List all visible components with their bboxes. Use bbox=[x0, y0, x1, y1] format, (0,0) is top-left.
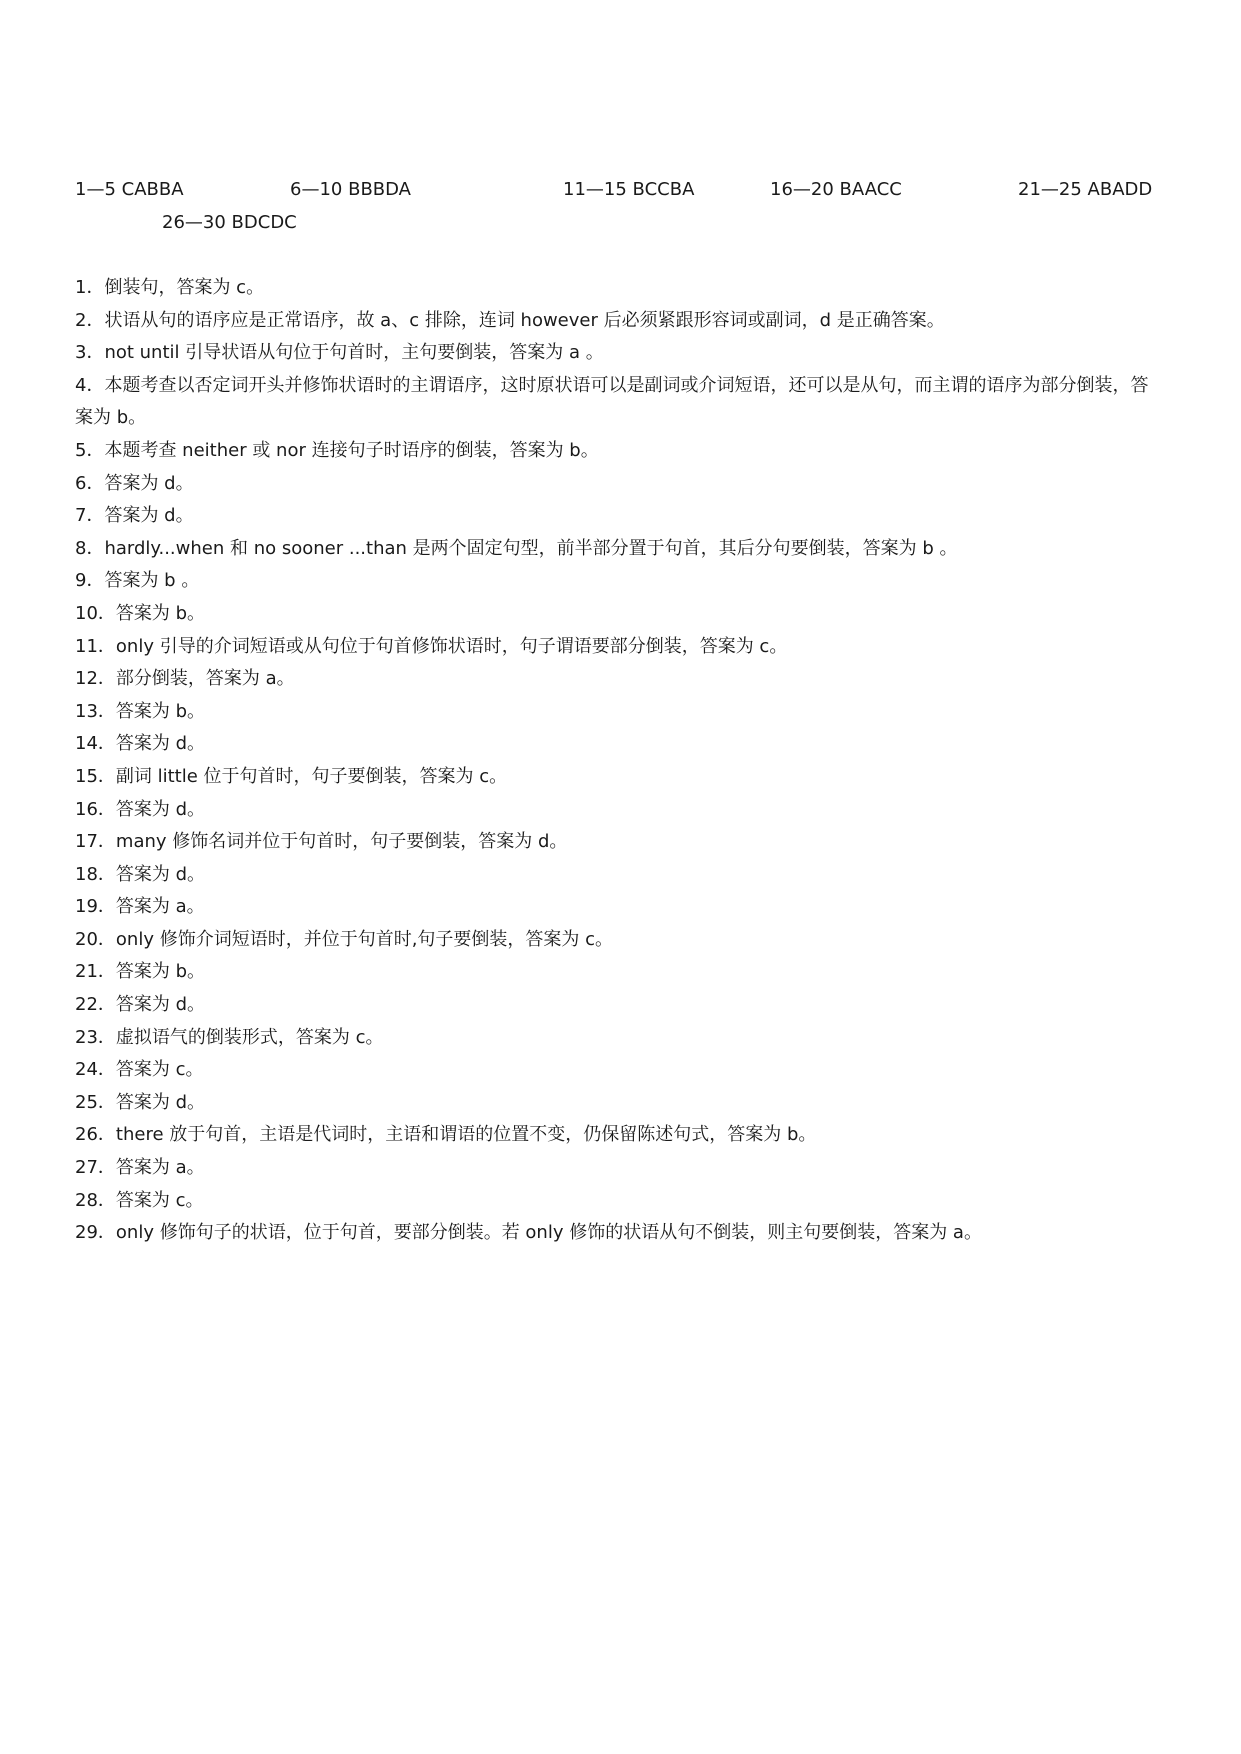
item-number: 4． bbox=[75, 374, 105, 396]
item-number: 5． bbox=[75, 439, 105, 461]
item-text: there 放于句首，主语是代词时，主语和谓语的位置不变，仍保留陈述句式，答案为 b。 bbox=[115, 1124, 817, 1146]
item-number: 7． bbox=[75, 505, 105, 527]
item-number: 6． bbox=[75, 472, 105, 494]
answer-group bbox=[1018, 176, 1152, 204]
answer-group bbox=[75, 176, 184, 204]
explanation-item bbox=[75, 500, 1165, 533]
item-number: 28． bbox=[75, 1189, 116, 1211]
item-number: 21． bbox=[75, 961, 116, 983]
item-text: 副词 little 位于句首时，句子要倒装，答案为 c。 bbox=[115, 765, 508, 787]
item-number: 10． bbox=[75, 602, 116, 624]
item-number: 3． bbox=[75, 342, 105, 364]
explanation-item bbox=[75, 598, 1165, 631]
item-text: 答案为 d。 bbox=[115, 733, 206, 755]
item-number: 18． bbox=[75, 863, 116, 885]
item-number: 20． bbox=[75, 928, 116, 950]
explanation-item bbox=[75, 696, 1165, 729]
explanation-item bbox=[75, 1185, 1165, 1218]
explanation-item bbox=[75, 1217, 1165, 1250]
item-text: 虚拟语气的倒装形式，答案为 c。 bbox=[115, 1026, 384, 1048]
explanation-item bbox=[75, 826, 1165, 859]
explanation-item bbox=[75, 859, 1165, 892]
item-text: only 修饰介词短语时，并位于句首时,句子要倒装，答案为 c。 bbox=[115, 928, 614, 950]
item-text: 答案为 b。 bbox=[115, 961, 206, 983]
item-text: 答案为 d。 bbox=[115, 863, 206, 885]
item-number: 23． bbox=[75, 1026, 116, 1048]
item-text: 答案为 c。 bbox=[115, 1059, 204, 1081]
item-number: 16． bbox=[75, 798, 116, 820]
answer-group bbox=[290, 176, 411, 204]
explanation-item bbox=[75, 728, 1165, 761]
answer-letters: CABBA bbox=[121, 179, 184, 200]
item-text: 本题考查以否定词开头并修饰状语时的主谓语序，这时原状语可以是副词或介词短语，还可以是从句，而主谓的语序为部分倒装，答案为 b。 bbox=[75, 374, 1149, 429]
item-number: 22． bbox=[75, 994, 116, 1016]
answer-letters: BCCBA bbox=[632, 179, 695, 200]
item-number: 14． bbox=[75, 733, 116, 755]
explanation-item bbox=[75, 435, 1165, 468]
answer-range: 16—20 bbox=[770, 179, 834, 200]
answer-group bbox=[563, 176, 694, 204]
item-number: 8． bbox=[75, 537, 105, 559]
item-text: 本题考查 neither 或 nor 连接句子时语序的倒装，答案为 b。 bbox=[104, 439, 599, 461]
answer-letters: ABADD bbox=[1087, 179, 1153, 200]
answer-letters: BAACC bbox=[839, 179, 902, 200]
item-text: not until 引导状语从句位于句首时，主句要倒装，答案为 a 。 bbox=[104, 342, 604, 364]
explanation-item bbox=[75, 1152, 1165, 1185]
item-text: 状语从句的语序应是正常语序，故 a、c 排除，连词 however 后必须紧跟形容词或副词，d 是正确答案。 bbox=[104, 309, 945, 331]
item-text: hardly...when 和 no sooner ...than 是两个固定句型，前半部分置于句首，其后分句要倒装，答案为 b 。 bbox=[104, 537, 958, 559]
item-number: 25． bbox=[75, 1091, 116, 1113]
item-number: 1． bbox=[75, 277, 105, 298]
item-number: 19． bbox=[75, 896, 116, 918]
explanation-item bbox=[75, 761, 1165, 794]
explanation-item bbox=[75, 1054, 1165, 1087]
explanation-item bbox=[75, 370, 1165, 435]
item-text: 答案为 b。 bbox=[115, 700, 206, 722]
item-text: 答案为 c。 bbox=[115, 1189, 204, 1211]
explanation-item bbox=[75, 989, 1165, 1022]
answer-range: 1—5 bbox=[75, 179, 116, 200]
explanation-item bbox=[75, 565, 1165, 598]
answer-key-row bbox=[0, 209, 1241, 237]
item-number: 17． bbox=[75, 831, 116, 853]
answer-range: 11—15 bbox=[563, 179, 627, 200]
explanation-item bbox=[75, 468, 1165, 501]
answer-group bbox=[162, 209, 297, 237]
explanation-item bbox=[75, 1087, 1165, 1120]
explanation-item bbox=[75, 891, 1165, 924]
item-number: 26． bbox=[75, 1124, 116, 1146]
explanation-item bbox=[75, 337, 1165, 370]
explanation-item bbox=[75, 631, 1165, 664]
item-number: 11． bbox=[75, 635, 116, 657]
explanation-item bbox=[75, 272, 1165, 305]
answer-letters: BBBDA bbox=[348, 179, 411, 200]
item-number: 13． bbox=[75, 700, 116, 722]
item-text: only 修饰句子的状语，位于句首，要部分倒装。若 only 修饰的状语从句不倒装，则主句要倒装，答案为 a。 bbox=[115, 1222, 982, 1244]
explanation-item bbox=[75, 533, 1165, 566]
item-text: 答案为 d。 bbox=[115, 798, 206, 820]
item-number: 29． bbox=[75, 1222, 116, 1244]
item-text: 答案为 a。 bbox=[115, 1157, 205, 1179]
answer-range: 26—30 bbox=[162, 212, 226, 233]
answer-range: 21—25 bbox=[1018, 179, 1082, 200]
item-text: 答案为 d。 bbox=[115, 1091, 206, 1113]
item-text: 答案为 d。 bbox=[104, 472, 194, 494]
answer-range: 6—10 bbox=[290, 179, 343, 200]
item-text: 答案为 d。 bbox=[115, 994, 206, 1016]
item-text: 答案为 b 。 bbox=[104, 570, 200, 592]
item-number: 24． bbox=[75, 1059, 116, 1081]
explanation-item bbox=[75, 924, 1165, 957]
answer-group bbox=[770, 176, 902, 204]
item-number: 27． bbox=[75, 1157, 116, 1179]
item-text: 答案为 a。 bbox=[115, 896, 205, 918]
item-number: 12． bbox=[75, 668, 116, 690]
answer-key-row bbox=[0, 176, 1241, 204]
item-text: many 修饰名词并位于句首时，句子要倒装，答案为 d。 bbox=[115, 831, 568, 853]
item-text: 答案为 d。 bbox=[104, 505, 194, 527]
explanation-item bbox=[75, 794, 1165, 827]
item-text: 部分倒装，答案为 a。 bbox=[115, 668, 295, 690]
item-text: only 引导的介词短语或从句位于句首修饰状语时，句子谓语要部分倒装，答案为 c。 bbox=[115, 635, 788, 657]
explanation-list bbox=[75, 272, 1165, 1250]
answer-letters: BDCDC bbox=[231, 212, 297, 233]
item-text: 答案为 b。 bbox=[115, 602, 206, 624]
item-text: 倒装句，答案为 c。 bbox=[104, 277, 265, 298]
explanation-item bbox=[75, 1022, 1165, 1055]
item-number: 9． bbox=[75, 570, 105, 592]
explanation-item bbox=[75, 1119, 1165, 1152]
explanation-item bbox=[75, 305, 1165, 338]
item-number: 15． bbox=[75, 765, 116, 787]
explanation-item bbox=[75, 663, 1165, 696]
explanation-item bbox=[75, 956, 1165, 989]
item-number: 2． bbox=[75, 309, 105, 331]
